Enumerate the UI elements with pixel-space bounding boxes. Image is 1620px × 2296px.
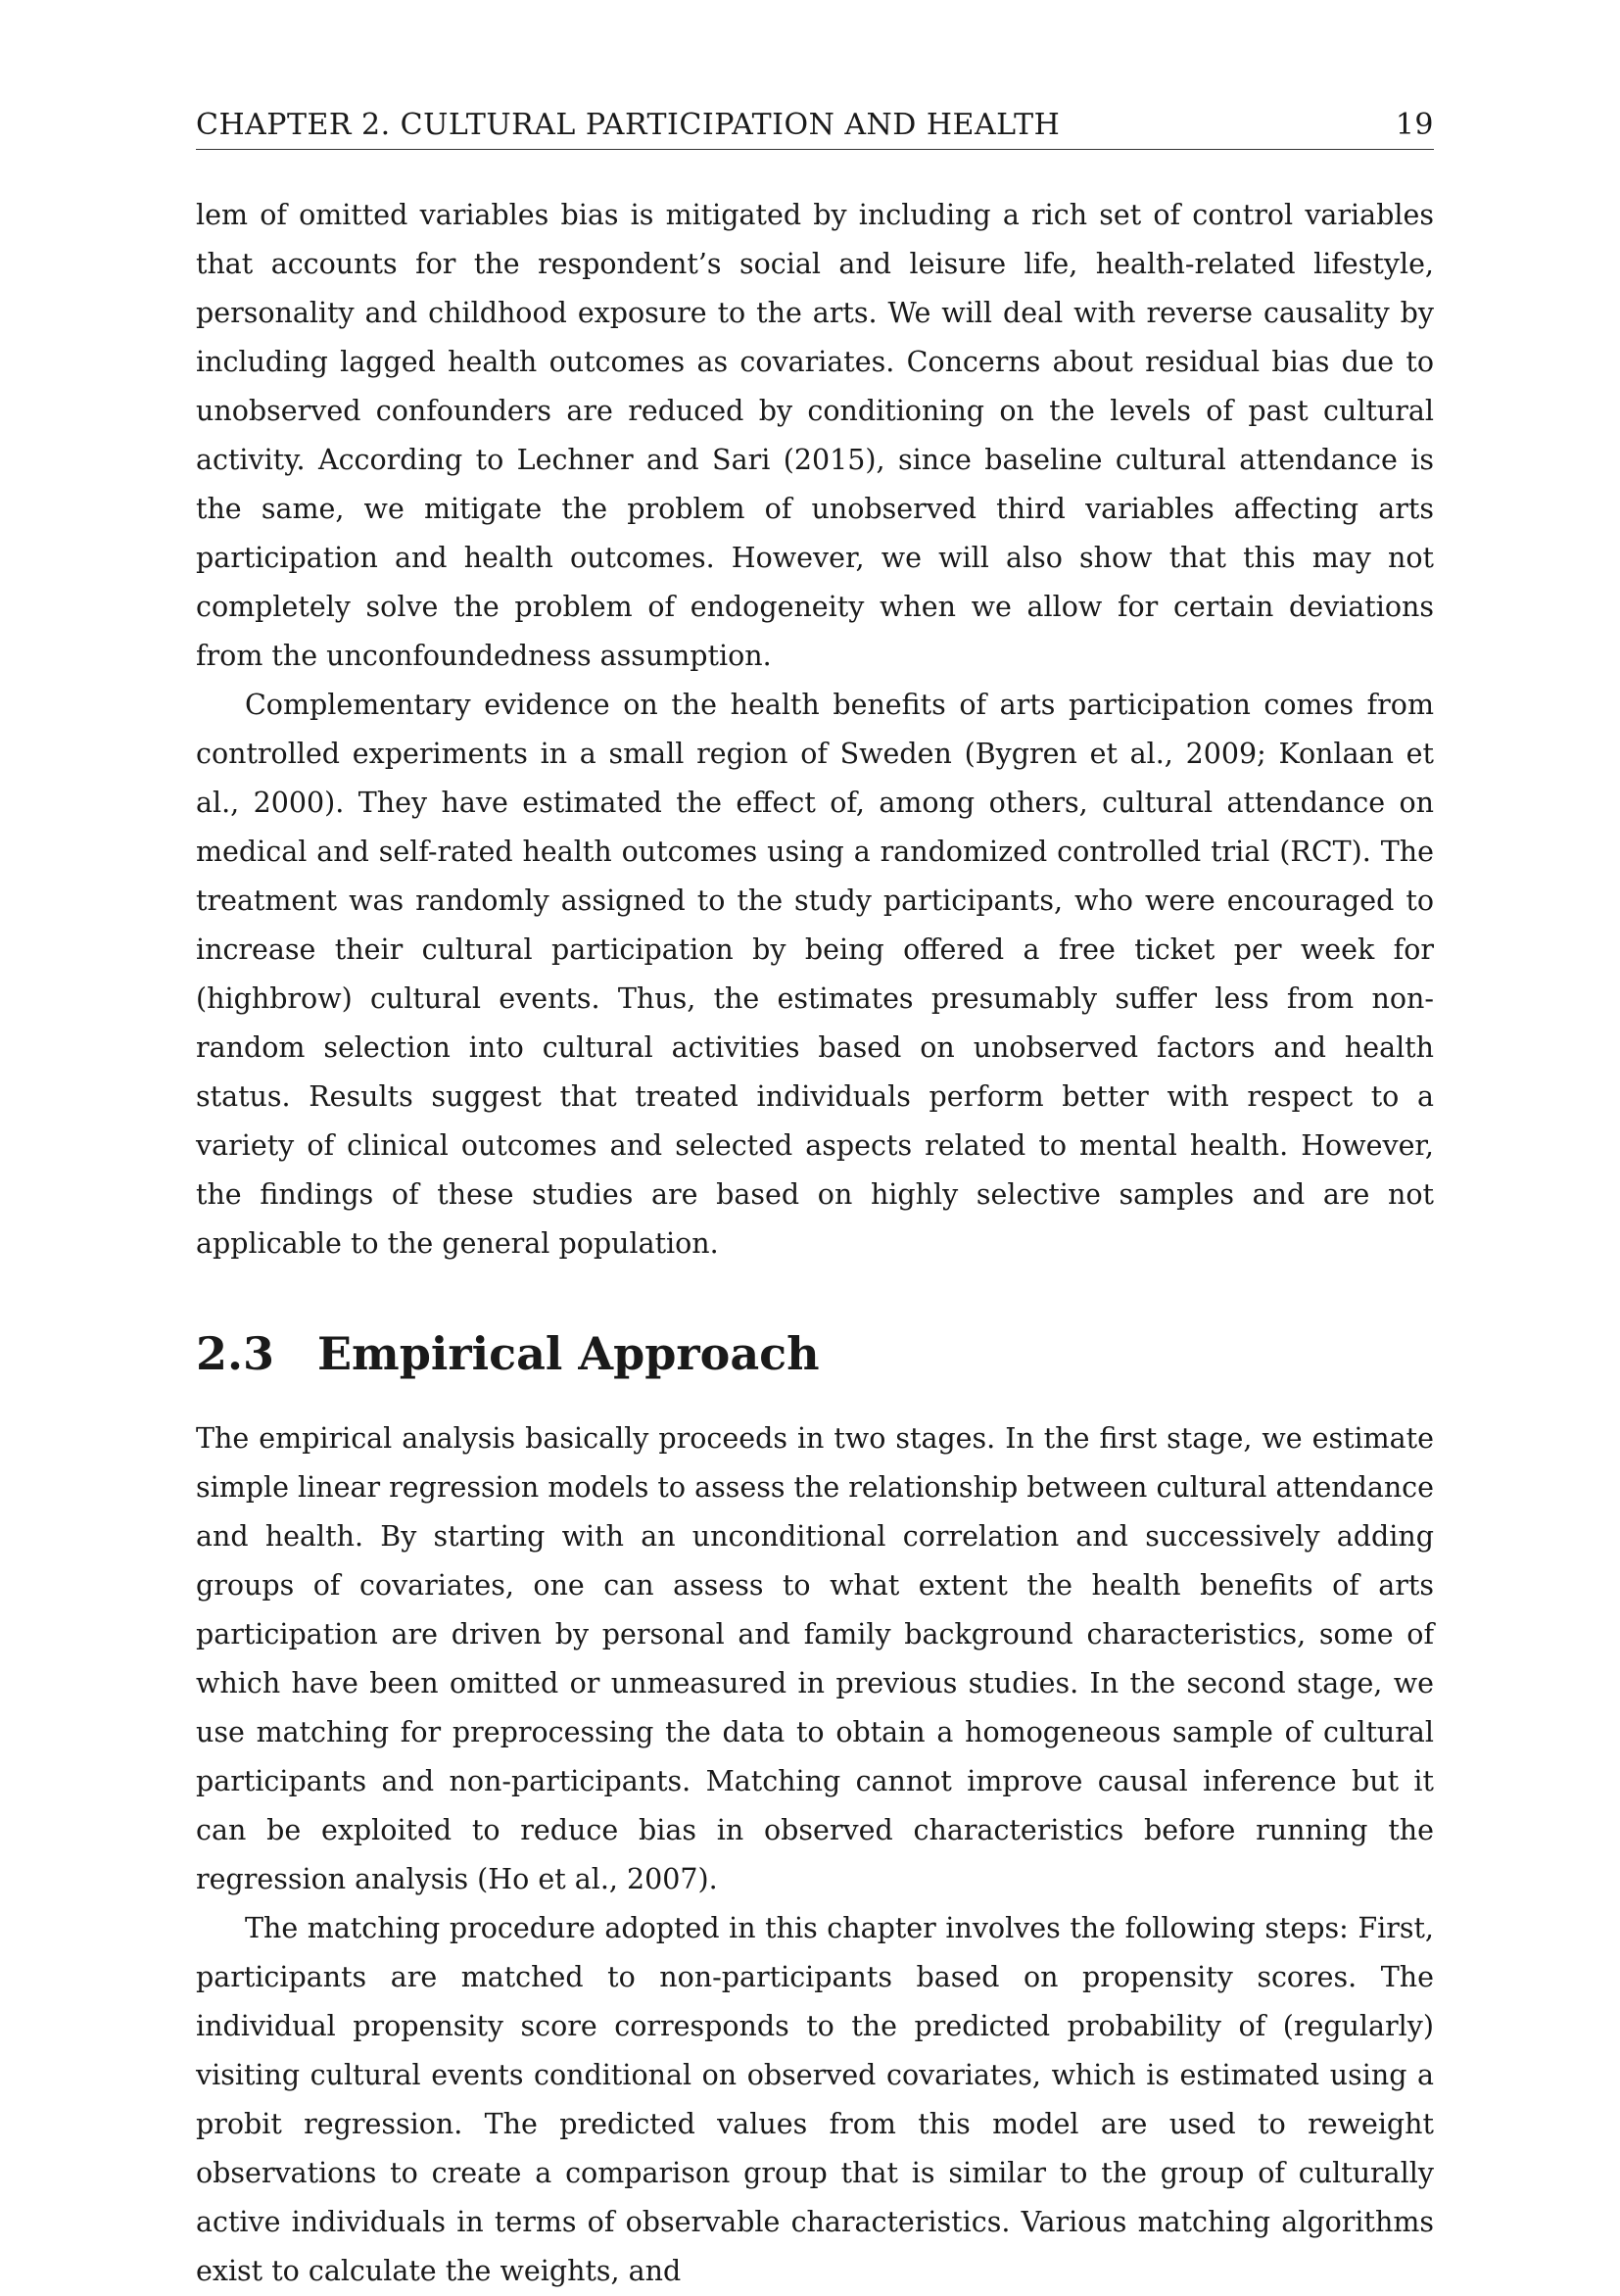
section-title: Empirical Approach	[317, 1327, 820, 1380]
chapter-title: CHAPTER 2. CULTURAL PARTICIPATION AND HEALTH	[196, 108, 1061, 142]
paragraph: The matching procedure adopted in this chapter involves the following steps: First, participants are matched to non-participants based on propensity scores. The individual propensity score corresponds to the predicted probability of (regularly) visiting cultural events conditional on observed covariates, which is estimated using a probit regression. The predicted values from this model are used to reweight observations to create a comparison group that is similar to the group of culturally active individuals in terms of observable characteristics. Various matching algorithms exist to calculate the weights, and	[196, 1912, 1434, 2288]
document-page	[196, 108, 1434, 2296]
running-header	[196, 108, 1434, 150]
page-number: 19	[1395, 108, 1434, 142]
paragraph: Complementary evidence on the health benefits of arts participation comes from controlled experiments in a small region of Sweden (Bygren et al., 2009; Konlaan et al., 2000). They have estimated the effect of, among others, cultural attendance on medical and self-rated health outcomes using a randomized controlled trial (RCT). The treatment was randomly assigned to the study participants, who were encouraged to increase their cultural participation by being offered a free ticket per week for (highbrow) cultural events. Thus, the estimates presumably suffer less from non-random selection into cultural activities based on unobserved factors and health status. Results suggest that treated individuals perform better with respect to a variety of clinical outcomes and selected aspects related to mental health. However, the findings of these studies are based on highly selective samples and are not applicable to the general population.	[196, 689, 1434, 1260]
body-text	[196, 191, 1434, 2296]
paragraph: lem of omitted variables bias is mitigated by including a rich set of control variables that accounts for the respondent’s social and leisure life, health-related lifestyle, personality and childhood exposure to the arts. We will deal with reverse causality by including lagged health outcomes as covariates. Concerns about residual bias due to unobserved confounders are reduced by conditioning on the levels of past cultural activity. According to Lechner and Sari (2015), since baseline cultural attendance is the same, we mitigate the problem of unobserved third variables affecting arts participation and health outcomes. However, we will also show that this may not completely solve the problem of endogeneity when we allow for certain deviations from the unconfoundedness assumption.	[196, 199, 1434, 672]
paragraph: The empirical analysis basically proceeds in two stages. In the first stage, we estimate simple linear regression models to assess the relationship between cultural attendance and health. By starting with an unconditional correlation and successively adding groups of covariates, one can assess to what extent the health benefits of arts participation are driven by personal and family background characteristics, some of which have been omitted or unmeasured in previous studies. In the second stage, we use matching for preprocessing the data to obtain a homogeneous sample of cultural participants and non-participants. Matching cannot improve causal inference but it can be exploited to reduce bias in observed characteristics before running the regression analysis (Ho et al., 2007).	[196, 1422, 1435, 1896]
section-number: 2.3	[196, 1327, 275, 1380]
section-heading	[196, 1327, 1434, 1381]
